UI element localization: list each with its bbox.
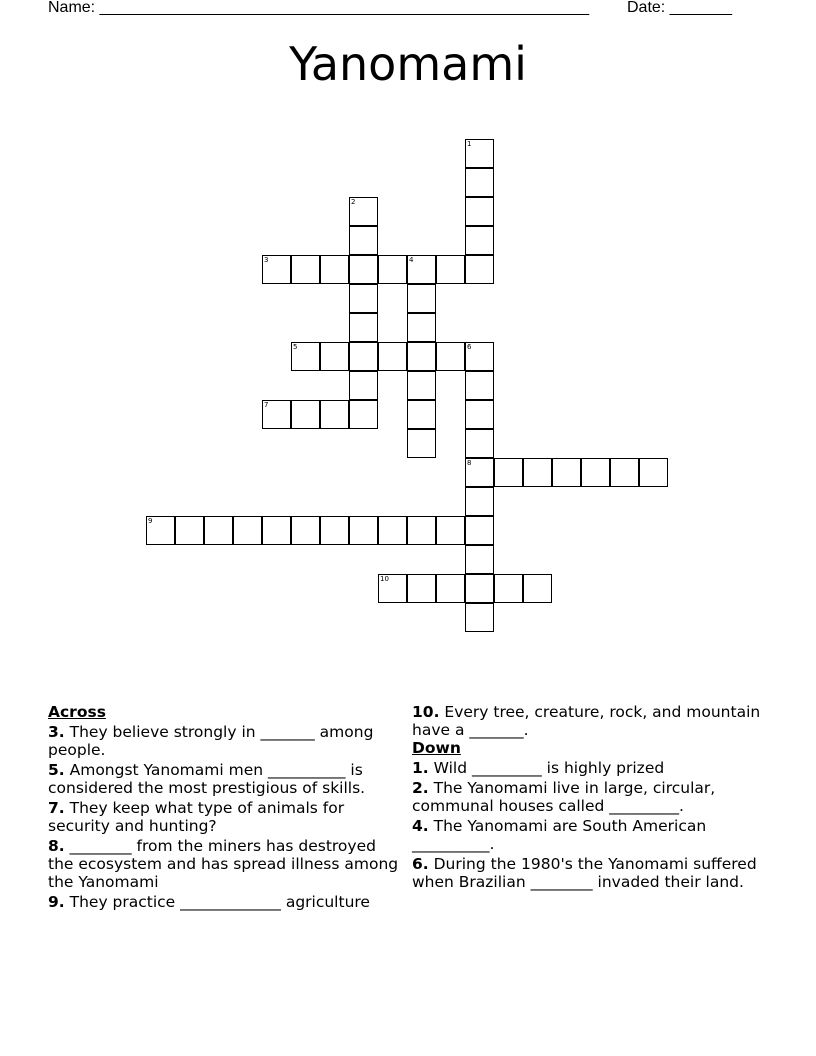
grid-cell[interactable] <box>378 516 407 545</box>
clue-down-4 <box>412 817 772 853</box>
grid-cell[interactable] <box>552 458 581 487</box>
clue-text: The Yanomami live in large, circular, communal houses called _________. <box>412 779 716 815</box>
grid-cell[interactable] <box>320 400 349 429</box>
cell-number: 9 <box>148 517 153 525</box>
grid-cell[interactable] <box>262 516 291 545</box>
clue-number: 7. <box>48 799 65 817</box>
page-title: Yanomami <box>289 37 527 91</box>
grid-cell[interactable] <box>465 603 494 632</box>
down-heading: Down <box>412 739 461 757</box>
clue-down-6 <box>412 855 772 891</box>
grid-cell[interactable] <box>465 429 494 458</box>
grid-cell[interactable] <box>465 255 494 284</box>
grid-cell[interactable] <box>407 429 436 458</box>
date-field: Date: _______ <box>627 0 732 16</box>
grid-cell[interactable] <box>581 458 610 487</box>
clue-across-8 <box>48 837 403 891</box>
grid-cell[interactable] <box>465 371 494 400</box>
grid-cell[interactable] <box>407 313 436 342</box>
cell-number: 6 <box>467 343 472 351</box>
grid-cell[interactable] <box>349 516 378 545</box>
grid-cell[interactable] <box>436 516 465 545</box>
grid-cell[interactable] <box>233 516 262 545</box>
cell-number: 4 <box>409 256 414 264</box>
clues-left-column <box>48 703 403 911</box>
cell-number: 1 <box>467 140 472 148</box>
clue-number: 4. <box>412 817 429 835</box>
clue-number: 9. <box>48 893 65 911</box>
cell-number: 5 <box>293 343 298 351</box>
grid-cell[interactable] <box>175 516 204 545</box>
grid-cell[interactable] <box>407 342 436 371</box>
grid-cell[interactable] <box>523 458 552 487</box>
grid-cell[interactable] <box>465 197 494 226</box>
clues-right-column <box>412 703 772 891</box>
grid-cell[interactable] <box>436 255 465 284</box>
grid-cell[interactable] <box>291 255 320 284</box>
clue-text: The Yanomami are South American __________. <box>412 817 707 853</box>
grid-cell[interactable] <box>407 284 436 313</box>
grid-cell[interactable] <box>262 400 291 429</box>
grid-cell[interactable] <box>378 255 407 284</box>
clue-number: 1. <box>412 759 429 777</box>
cell-number: 10 <box>380 575 389 583</box>
clue-down-1 <box>412 759 772 777</box>
clue-text: Amongst Yanomami men __________ is considered the most prestigious of skills. <box>48 761 366 797</box>
grid-cell[interactable] <box>436 574 465 603</box>
grid-cell[interactable] <box>465 574 494 603</box>
clue-number: 5. <box>48 761 65 779</box>
grid-cell[interactable] <box>494 458 523 487</box>
cell-number: 8 <box>467 459 472 467</box>
cell-number: 7 <box>264 401 269 409</box>
clue-number: 3. <box>48 723 65 741</box>
grid-cell[interactable] <box>349 342 378 371</box>
clue-number: 10. <box>412 703 440 721</box>
grid-cell[interactable] <box>349 255 378 284</box>
grid-cell[interactable] <box>465 226 494 255</box>
clue-text: During the 1980's the Yanomami suffered when Brazilian ________ invaded their land. <box>412 855 757 891</box>
grid-cell[interactable] <box>320 255 349 284</box>
grid-cell[interactable] <box>523 574 552 603</box>
grid-cell[interactable] <box>465 458 494 487</box>
grid-cell[interactable] <box>465 545 494 574</box>
clue-text: Every tree, creature, rock, and mountain have a _______. <box>412 703 761 739</box>
grid-cell[interactable] <box>378 342 407 371</box>
grid-cell[interactable] <box>349 371 378 400</box>
cell-number: 3 <box>264 256 269 264</box>
grid-cell[interactable] <box>465 400 494 429</box>
clue-number: 6. <box>412 855 429 873</box>
clue-text: They practice _____________ agriculture <box>64 893 370 911</box>
grid-cell[interactable] <box>494 574 523 603</box>
grid-cell[interactable] <box>465 168 494 197</box>
clue-text: ________ from the miners has destroyed the ecosystem and has spread illness among the Yanomami <box>48 837 399 891</box>
clue-number: 8. <box>48 837 65 855</box>
grid-cell[interactable] <box>436 342 465 371</box>
grid-cell[interactable] <box>407 574 436 603</box>
grid-cell[interactable] <box>320 342 349 371</box>
clue-across-5 <box>48 761 403 797</box>
grid-cell[interactable] <box>639 458 668 487</box>
grid-cell[interactable] <box>349 313 378 342</box>
grid-cell[interactable] <box>465 516 494 545</box>
grid-cell[interactable] <box>349 284 378 313</box>
clue-across-3 <box>48 723 403 759</box>
clue-across-7 <box>48 799 403 835</box>
clue-down-2 <box>412 779 772 815</box>
grid-cell[interactable] <box>204 516 233 545</box>
grid-cell[interactable] <box>291 516 320 545</box>
across-heading: Across <box>48 703 106 721</box>
grid-cell[interactable] <box>378 574 407 603</box>
grid-cell[interactable] <box>349 400 378 429</box>
clue-text: Wild _________ is highly prized <box>428 759 665 777</box>
grid-cell[interactable] <box>291 342 320 371</box>
clue-text: They believe strongly in _______ among people. <box>48 723 374 759</box>
grid-cell[interactable] <box>465 342 494 371</box>
clue-across-9 <box>48 893 403 911</box>
grid-cell[interactable] <box>465 487 494 516</box>
clue-text: They keep what type of animals for security and hunting? <box>48 799 345 835</box>
grid-cell[interactable] <box>407 255 436 284</box>
grid-cell[interactable] <box>407 516 436 545</box>
grid-cell[interactable] <box>465 139 494 168</box>
grid-cell[interactable] <box>349 197 378 226</box>
grid-cell[interactable] <box>320 516 349 545</box>
grid-cell[interactable] <box>407 400 436 429</box>
grid-cell[interactable] <box>349 226 378 255</box>
grid-cell[interactable] <box>146 516 175 545</box>
name-field: Name: _______________________________________________________ <box>48 0 589 16</box>
clue-number: 2. <box>412 779 429 797</box>
grid-cell[interactable] <box>291 400 320 429</box>
cell-number: 2 <box>351 198 356 206</box>
grid-cell[interactable] <box>610 458 639 487</box>
clue-across-10 <box>412 703 772 739</box>
grid-cell[interactable] <box>262 255 291 284</box>
grid-cell[interactable] <box>407 371 436 400</box>
